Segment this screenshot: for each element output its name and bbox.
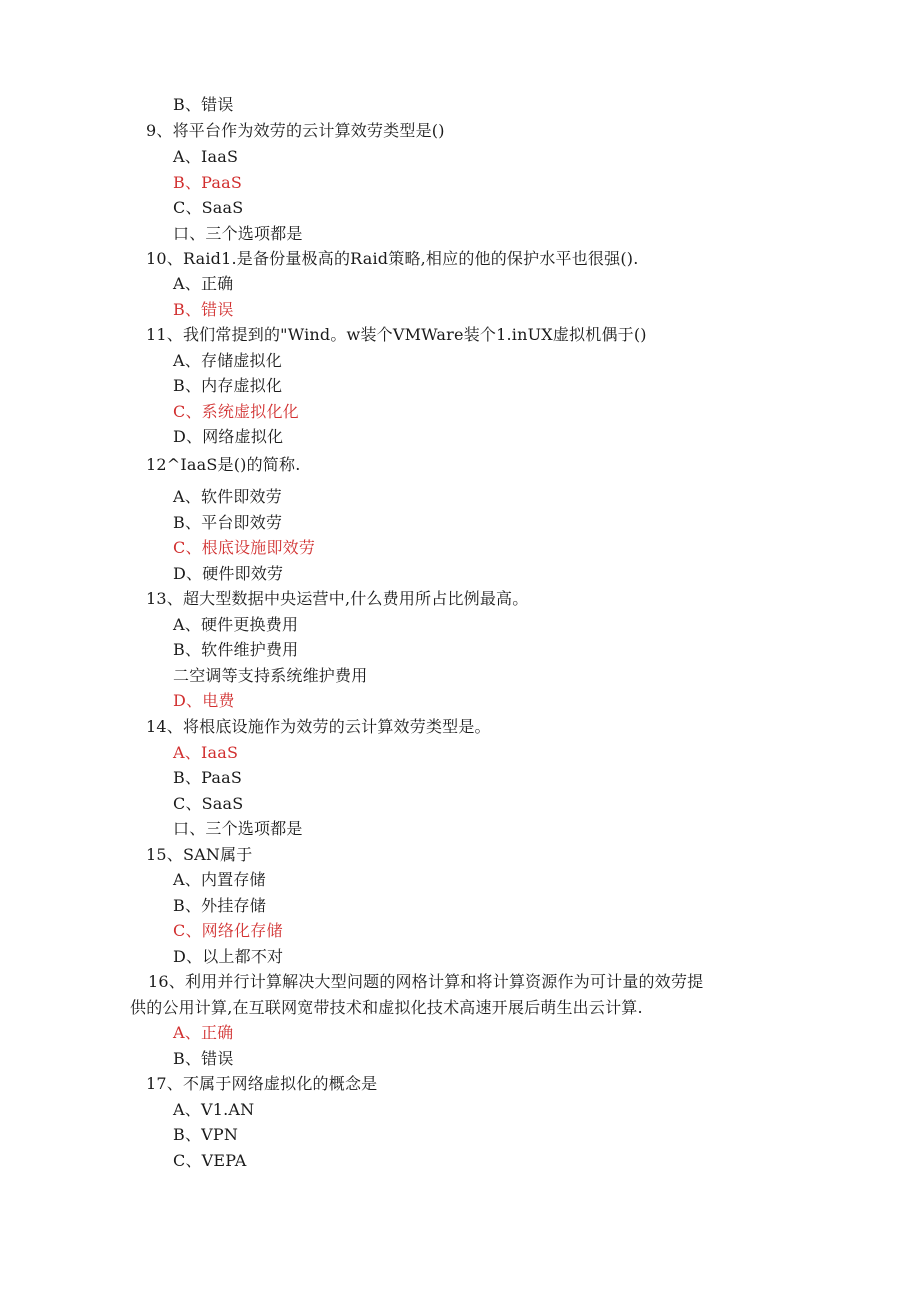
q17-option-b: B、VPN	[173, 1125, 239, 1144]
q14-option-d: 口、三个选项都是	[173, 819, 303, 838]
q11-option-d: D、网络虚拟化	[173, 427, 284, 446]
q17-option-a: A、V1.AN	[173, 1100, 255, 1119]
q15-option-a: A、内置存储	[173, 870, 266, 889]
q8-option-b: B、错误	[173, 95, 234, 114]
q11-option-b: B、内存虚拟化	[173, 376, 283, 395]
q12-option-a: A、软件即效劳	[173, 487, 282, 506]
question-17: 17、不属于网络虚拟化的概念是	[146, 1074, 378, 1093]
q17-option-c: C、VEPA	[173, 1151, 247, 1170]
q11-option-c-answer: C、系统虚拟化化	[173, 402, 299, 421]
q15-option-d: D、以上都不对	[173, 947, 284, 966]
q12-option-c-answer: C、根底设施即效劳	[173, 538, 316, 557]
q12-option-d: D、硬件即效劳	[173, 564, 284, 583]
q14-option-b: B、PaaS	[173, 768, 243, 787]
q15-option-c-answer: C、网络化存储	[173, 921, 283, 940]
question-12: 12^IaaS是()的简称.	[146, 455, 301, 474]
q13-option-b: B、软件维护费用	[173, 640, 299, 659]
q10-option-a: A、正确	[173, 274, 234, 293]
question-14: 14、将根底设施作为效劳的云计算效劳类型是。	[146, 717, 491, 736]
q13-option-a: A、硬件更换费用	[173, 615, 299, 634]
q16-option-a-answer: A、正确	[173, 1023, 234, 1042]
q9-option-c: C、SaaS	[173, 198, 244, 217]
q12-option-b: B、平台即效劳	[173, 513, 283, 532]
q13-option-c: 二空调等支持系统维护费用	[173, 666, 368, 685]
q9-option-d: 口、三个选项都是	[173, 224, 303, 243]
q9-option-a: A、IaaS	[173, 147, 239, 166]
q14-option-a-answer: A、IaaS	[173, 743, 239, 762]
question-15: 15、SAN属于	[146, 845, 253, 864]
question-10: 10、Raid1.是备份量极高的Raid策略,相应的他的保护水平也很强().	[146, 249, 639, 268]
question-16-line-1: 16、利用并行计算解决大型问题的网格计算和将计算资源作为可计量的效劳提	[148, 972, 704, 991]
q11-option-a: A、存储虚拟化	[173, 351, 282, 370]
q13-option-d-answer: D、电费	[173, 691, 235, 710]
q9-option-b-answer: B、PaaS	[173, 173, 243, 192]
question-16-line-2: 供的公用计算,在互联网宽带技术和虚拟化技术高速开展后萌生出云计算.	[130, 998, 643, 1017]
q14-option-c: C、SaaS	[173, 794, 244, 813]
question-11: 11、我们常提到的"Wind。w装个VMWare装个1.inUX虚拟机偶于()	[146, 325, 647, 344]
q15-option-b: B、外挂存储	[173, 896, 266, 915]
q10-option-b-answer: B、错误	[173, 300, 234, 319]
question-9: 9、将平台作为效劳的云计算效劳类型是()	[146, 121, 445, 140]
q16-option-b: B、错误	[173, 1049, 234, 1068]
question-13: 13、超大型数据中央运营中,什么费用所占比例最高。	[146, 589, 529, 608]
